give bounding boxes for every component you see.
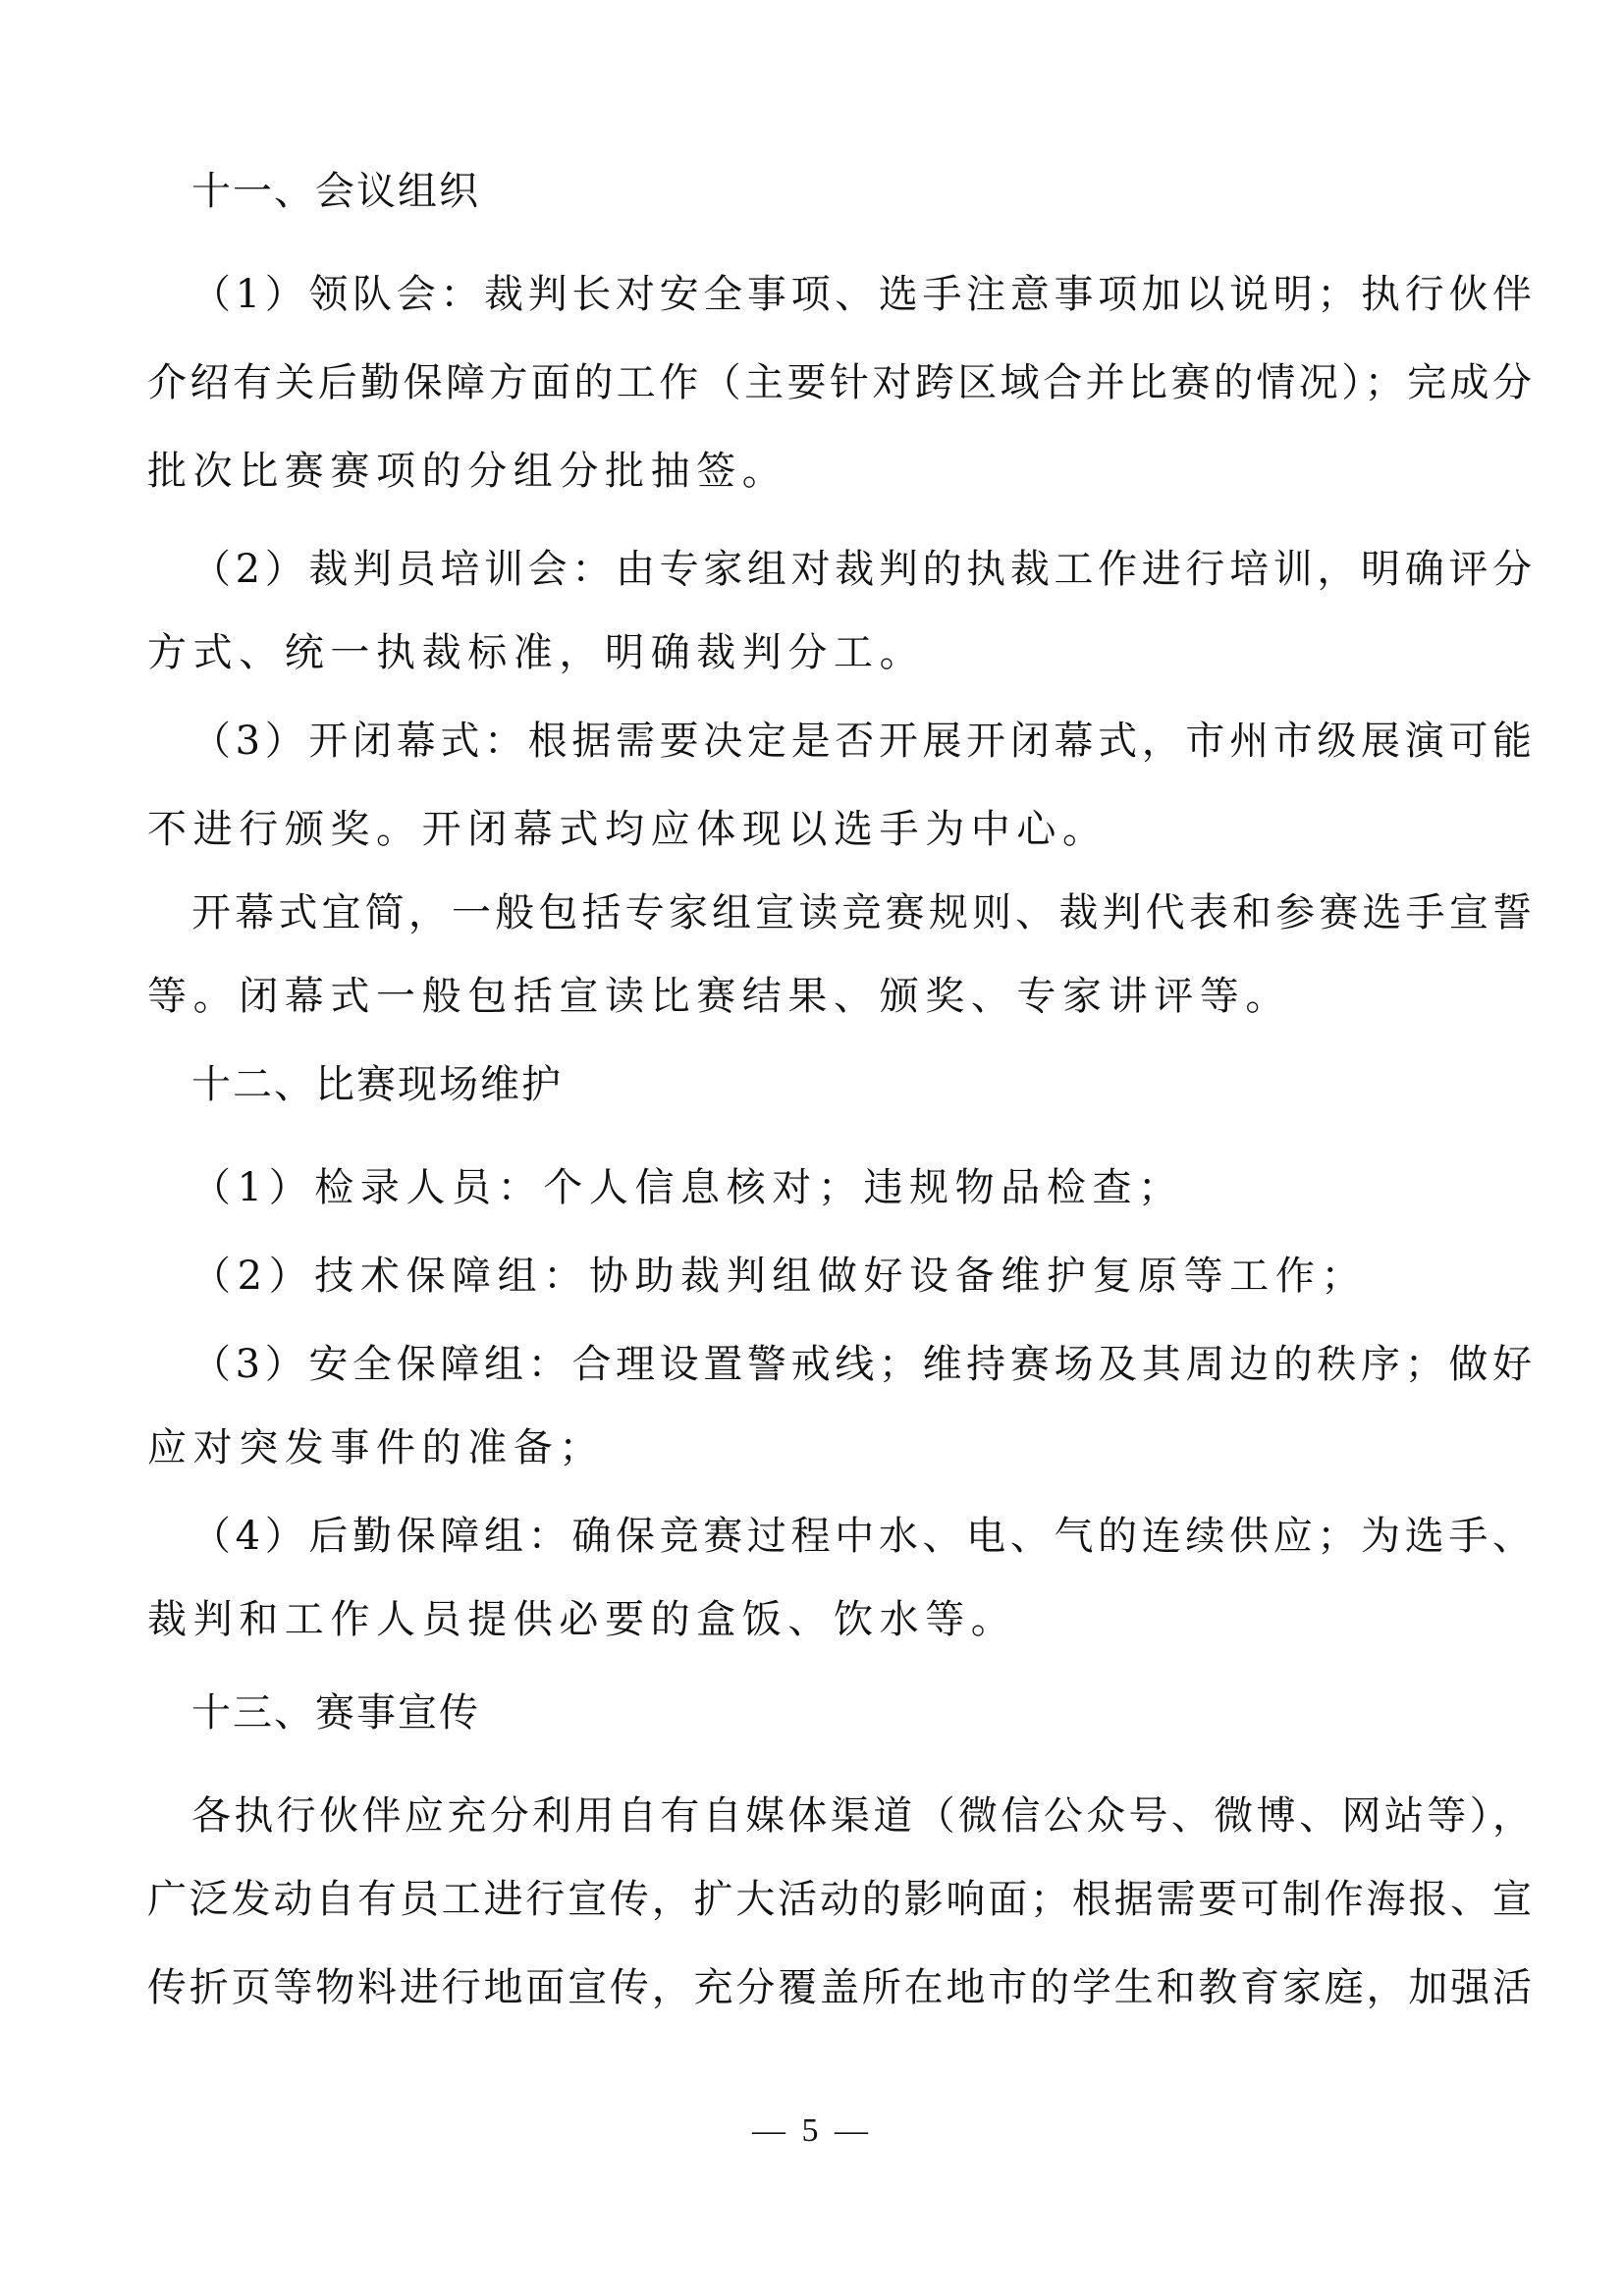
paragraph-line: 等。闭幕式一般包括宣读比赛结果、颁奖、专家讲评等。 <box>147 974 1291 1019</box>
section-heading-13: 十三、赛事宣传 <box>191 1690 480 1735</box>
paragraph-line: （4）后勤保障组：确保竞赛过程中水、电、气的连续供应；为选手、 <box>191 1514 1532 1559</box>
section-heading-11: 十一、会议组织 <box>191 169 480 214</box>
paragraph-line: （2）技术保障组：协助裁判组做好设备维护复原等工作； <box>191 1254 1368 1299</box>
paragraph-line: （1）检录人员：个人信息核对；违规物品检查； <box>191 1165 1184 1210</box>
paragraph-line: （1）领队会：裁判长对安全事项、选手注意事项加以说明；执行伙伴 <box>191 272 1532 317</box>
paragraph-line: 传折页等物料进行地面宣传，充分覆盖所在地市的学生和教育家庭，加强活 <box>147 1965 1532 2010</box>
section-heading-12: 十二、比赛现场维护 <box>191 1062 563 1107</box>
paragraph-line: 各执行伙伴应充分利用自有自媒体渠道（微信公众号、微博、网站等）， <box>191 1793 1532 1839</box>
paragraph-line: 介绍有关后勤保障方面的工作（主要针对跨区域合并比赛的情况）；完成分 <box>147 360 1532 405</box>
paragraph-line: 不进行颁奖。开闭幕式均应体现以选手为中心。 <box>147 807 1109 852</box>
paragraph-line: 方式、统一执裁标准，明确裁判分工。 <box>147 630 926 675</box>
paragraph-line: 广泛发动自有员工进行宣传，扩大活动的影响面；根据需要可制作海报、宣 <box>147 1877 1532 1922</box>
paragraph-line: 批次比赛赛项的分组分批抽签。 <box>147 449 788 494</box>
paragraph-line: 裁判和工作人员提供必要的盒饭、饮水等。 <box>147 1597 1017 1642</box>
page-number: — 5 — <box>752 2112 872 2149</box>
paragraph-line: 应对突发事件的准备； <box>147 1425 605 1470</box>
paragraph-line: （3）开闭幕式：根据需要决定是否开展开闭幕式，市州市级展演可能 <box>191 719 1532 764</box>
paragraph-line: 开幕式宜简，一般包括专家组宣读竞赛规则、裁判代表和参赛选手宣誓 <box>191 890 1532 935</box>
paragraph-line: （3）安全保障组：合理设置警戒线；维持赛场及其周边的秩序；做好 <box>191 1342 1532 1387</box>
paragraph-line: （2）裁判员培训会：由专家组对裁判的执裁工作进行培训，明确评分 <box>191 547 1532 592</box>
